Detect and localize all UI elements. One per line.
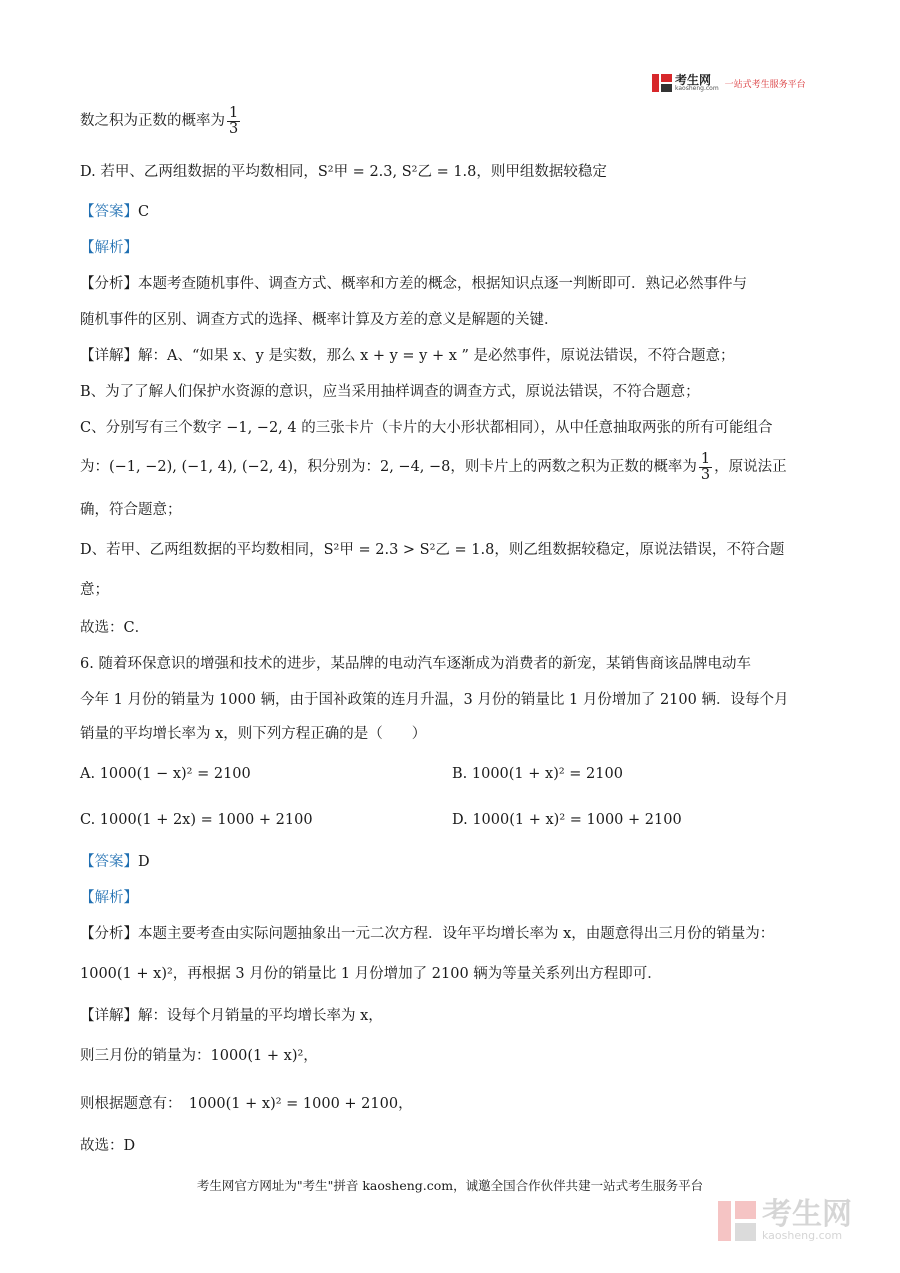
detail-2c: 则根据题意有： 1000(1 + x)² = 1000 + 2100，: [80, 1096, 413, 1112]
question-6a: 6. 随着环保意识的增强和技术的进步，某品牌的电动汽车逐渐成为消费者的新宠，某销售商该品牌电动车: [80, 656, 751, 672]
detail-1e: 确，符合题意；: [80, 502, 182, 518]
choose-2: 故选：D: [80, 1138, 136, 1154]
option-d-q6: D. 1000(1 + x)² = 1000 + 2100: [452, 812, 682, 828]
analysis-2a: 【分析】本题主要考查由实际问题抽象出一元二次方程．设年平均增长率为 x，由题意得出三月份的销量为：: [80, 926, 775, 942]
detail-1a: 【详解】解：A、“如果 x、y 是实数，那么 x + y = y + x ” 是必然事件，原说法错误，不符合题意；: [80, 348, 735, 364]
detail-1f: D、若甲、乙两组数据的平均数相同，S²甲 = 2.3 > S²乙 = 1.8，则乙组数据较稳定，原说法错误，不符合题: [80, 542, 785, 558]
question-6c: 销量的平均增长率为 x，则下列方程正确的是（ ）: [80, 726, 427, 742]
logo-slogan: 一站式考生服务平台: [724, 79, 806, 90]
watermark-domain: kaosheng.com: [762, 1229, 843, 1242]
detail-1g: 意；: [80, 582, 109, 598]
option-b: B. 1000(1 + x)² = 2100: [452, 766, 623, 782]
analysis-heading-1: 【解析】: [80, 240, 138, 256]
analysis-1b: 随机事件的区别、调查方式的选择、概率计算及方差的意义是解题的关键．: [80, 312, 559, 328]
choose-1: 故选：C．: [80, 620, 150, 636]
footer-text: 考生网官方网址为"考生"拼音 kaosheng.com，诚邀全国合作伙伴共建一站式考生服务平台: [196, 1178, 704, 1193]
option-d: D. 若甲、乙两组数据的平均数相同，S²甲 = 2.3, S²乙 = 1.8，则甲组数据较稳定: [80, 164, 607, 180]
question-6b: 今年 1 月份的销量为 1000 辆，由于国补政策的连月升温，3 月份的销量比 1 月份增加了 2100 辆．设每个月: [80, 692, 789, 708]
logo-domain: kaosheng.com: [675, 85, 719, 92]
answer-2: 【答案】D: [80, 854, 150, 870]
watermark: [718, 1197, 852, 1242]
watermark-name: 考生网: [762, 1197, 852, 1232]
logo-name: 考生网: [675, 73, 712, 87]
detail-1d: 为：(−1, −2), (−1, 4), (−2, 4)，积分别为：2, −4, −8，则卡片上的两数之积为正数的概率为 $\frac{1}{3}$ ，原说法正: [80, 451, 787, 483]
kaosheng-logo-icon: [652, 74, 672, 92]
detail-1c: C、分别写有三个数字 −1, −2, 4 的三张卡片（卡片的大小形状都相同），从中任意抽取两张的所有可能组合: [80, 420, 773, 436]
detail-1b: B、为了了解人们保护水资源的意识，应当采用抽样调查的调查方式，原说法错误，不符合题意；: [80, 384, 700, 400]
header-logo: [652, 74, 806, 92]
answer-1: 【答案】C: [80, 204, 150, 220]
option-a: A. 1000(1 − x)² = 2100: [80, 766, 251, 782]
analysis-heading-2: 【解析】: [80, 890, 138, 906]
kaosheng-watermark-icon: [718, 1201, 756, 1241]
detail-2a: 【详解】解：设每个月销量的平均增长率为 x，: [80, 1008, 383, 1024]
detail-2b: 则三月份的销量为：1000(1 + x)²，: [80, 1048, 318, 1064]
analysis-1a: 【分析】本题考查随机事件、调查方式、概率和方差的概念，根据知识点逐一判断即可．熟记必然事件与: [80, 276, 747, 292]
option-c-continued: 数之积为正数的概率为 $\frac{1}{3}$: [80, 105, 239, 137]
analysis-2b: 1000(1 + x)²，再根据 3 月份的销量比 1 月份增加了 2100 辆为等量关系列出方程即可．: [80, 966, 662, 982]
option-c: C. 1000(1 + 2x) = 1000 + 2100: [80, 812, 313, 828]
